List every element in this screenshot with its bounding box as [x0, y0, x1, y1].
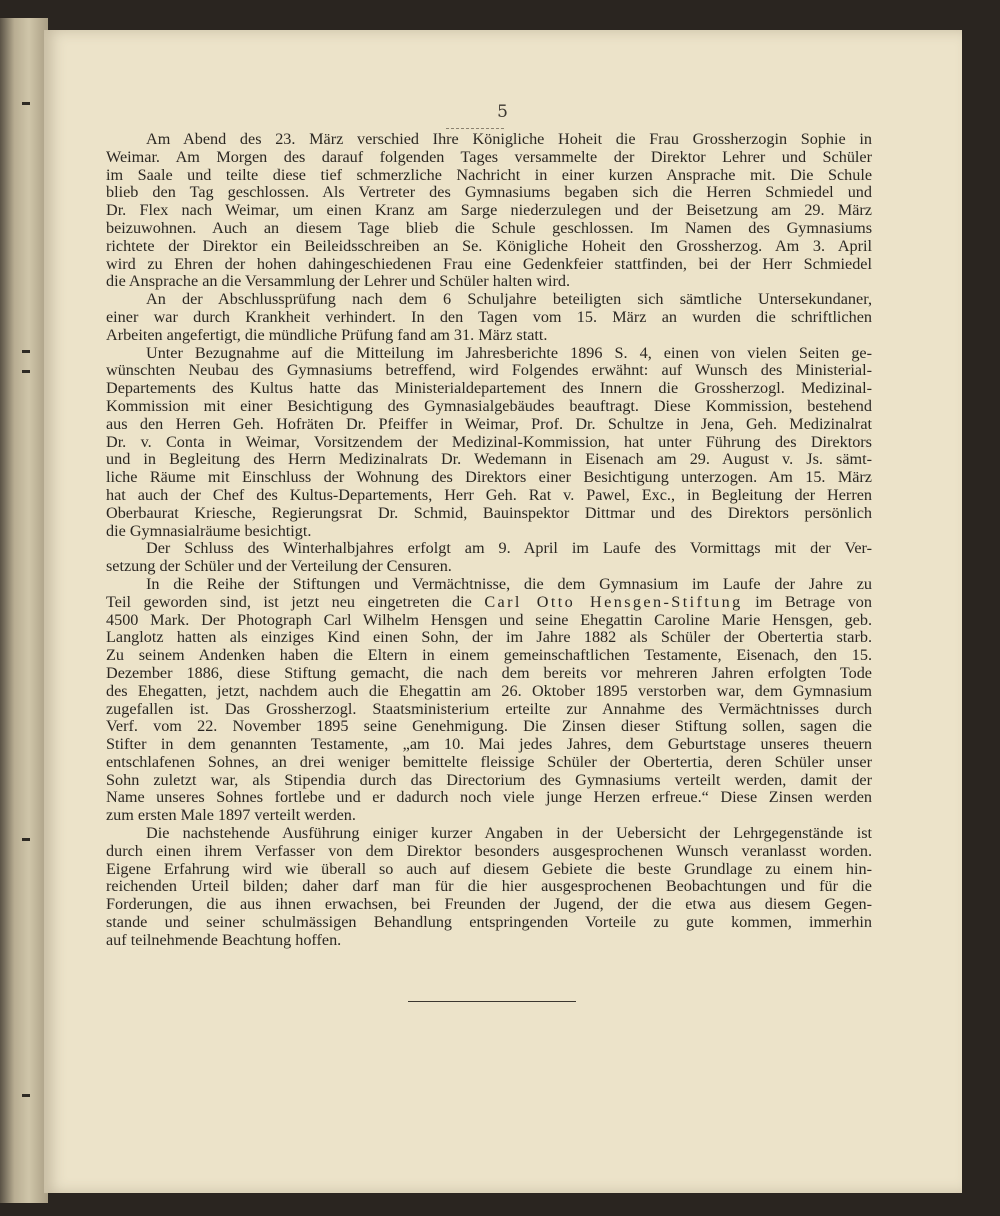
edge-mark: [22, 370, 30, 373]
paragraph: [106, 131, 872, 291]
text-segment: Teil geworden sind, ist jetzt neu eingetreten die: [106, 593, 485, 611]
text-line: Dezember 1886, diese Stiftung gemacht, die nach dem bereits vor mehreren Jahren erfolgten Tode: [106, 664, 872, 682]
text-line: Dr. Flex nach Weimar, um einen Kranz am Sarge niederzulegen und der Beisetzung am 29. März: [106, 202, 872, 220]
text-line: richtete der Direktor ein Beileidsschreiben an Se. Königliche Hoheit den Grossherzog. Am 3. April: [106, 237, 872, 255]
text-line: durch einen ihrem Verfasser von dem Direktor besonders ausgesprochenen Wunsch veranlasst worden.: [106, 842, 872, 860]
edge-mark: [22, 838, 30, 841]
text-line: blieb den Tag geschlossen. Als Vertreter des Gymnasiums begaben sich die Herren Schmiedel und: [106, 184, 872, 202]
text-line: wird zu Ehren der hohen dahingeschiedenen Frau eine Gedenkfeier stattfinden, bei der Herr Schmiedel: [106, 255, 872, 273]
text-line: Verf. vom 22. November 1895 seine Genehmigung. Die Zinsen dieser Stiftung sollen, sagen die: [106, 718, 872, 736]
text-line: aus den Herren Geh. Hofräten Dr. Pfeiffer in Weimar, Prof. Dr. Schultze in Jena, Geh. Medizinalrat: [106, 415, 872, 433]
text-line: Dr. v. Conta in Weimar, Vorsitzendem der Medizinal-Kommission, hat unter Führung des Direktors: [106, 433, 872, 451]
text-line: Sohn zuletzt war, als Stipendia durch das Directorium des Gymnasiums verteilt werden, damit der: [106, 771, 872, 789]
text-line: zum ersten Male 1897 verteilt werden.: [106, 807, 356, 825]
document-page: [44, 30, 962, 1193]
text-line: Forderungen, die aus ihnen erwachsen, bei Freunden der Jugend, der die etwa aus diesem Gegen-: [106, 896, 872, 914]
text-line: Unter Bezugnahme auf die Mitteilung im Jahresberichte 1896 S. 4, einen von vielen Seiten ge-: [146, 344, 872, 362]
edge-mark: [22, 1094, 30, 1097]
text-line: entschlafenen Sohnes, an drei weniger bemittelte fleissige Schüler der Obertertia, deren Schüler unser: [106, 753, 872, 771]
paragraph: [106, 576, 872, 825]
text-line: zugefallen ist. Das Grossherzogl. Staatsministerium erteilte zur Annahme des Vermächtnisses durch: [106, 700, 872, 718]
text-line: Arbeiten angefertigt, die mündliche Prüfung fand am 31. März statt.: [106, 326, 548, 344]
paragraph: [106, 825, 872, 950]
text-line: die Ansprache an die Versammlung der Lehrer und Schüler halten wird.: [106, 273, 571, 291]
edge-mark: [22, 350, 30, 353]
end-rule: [408, 1001, 576, 1002]
text-line: Weimar. Am Morgen des darauf folgenden Tages versammelte der Direktor Lehrer und Schüler: [106, 148, 872, 166]
text-line: die Gymnasialräume besichtigt.: [106, 522, 312, 540]
text-line: Zu seinem Andenken haben die Eltern in einem gemeinschaftlichen Testamente, Eisenach, den 15.: [106, 647, 872, 665]
book-page-edge: [0, 18, 48, 1203]
page-number-ornament: [446, 126, 504, 129]
text-line: Der Schluss des Winterhalbjahres erfolgt am 9. April im Laufe des Vormittags mit der Ver-: [146, 540, 872, 558]
text-line: Die nachstehende Ausführung einiger kurzer Angaben in der Uebersicht der Lehrgegenstände ist: [146, 825, 872, 843]
text-line: An der Abschlussprüfung nach dem 6 Schuljahre beteiligten sich sämtliche Untersekundaner,: [146, 291, 872, 309]
text-line: wünschten Neubau des Gymnasiums betreffend, wird Folgendes erwähnt: auf Wunsch des Ministerial-: [106, 362, 872, 380]
foundation-name: Carl Otto Hensgen-Stiftung: [484, 593, 743, 611]
text-line: einer war durch Krankheit verhindert. In den Tagen vom 15. März an wurden die schriftlichen: [106, 308, 872, 326]
text-line: im Saale und teilte diese tief schmerzliche Nachricht in einer kurzen Ansprache mit. Die Schule: [106, 166, 872, 184]
page-number: 5: [497, 102, 509, 122]
text-line: auf teilnehmende Beachtung hoffen.: [106, 931, 342, 949]
text-line: setzung der Schüler und der Verteilung der Censuren.: [106, 558, 452, 576]
text-segment: im Betrage von: [742, 593, 872, 611]
edge-mark: [22, 102, 30, 105]
text-line: Langlotz hatten als einziges Kind einen Sohn, der im Jahre 1882 als Schüler der Obertertia starb.: [106, 629, 872, 647]
text-line: Departements des Kultus hatte das Ministerialdepartement des Innern die Grossherzogl. Medizinal-: [106, 380, 872, 398]
text-line: des Ehegatten, jetzt, nachdem auch die Ehegattin am 26. Oktober 1895 verstorben war, dem Gymnasium: [106, 682, 872, 700]
text-line: Kommission mit einer Besichtigung des Gymnasialgebäudes beauftragt. Diese Kommission, bestehend: [106, 397, 872, 415]
text-line: hat auch der Chef des Kultus-Departements, Herr Geh. Rat v. Pawel, Exc., in Begleitung der Herren: [106, 486, 872, 504]
text-line: In die Reihe der Stiftungen und Vermächtnisse, die dem Gymnasium im Laufe der Jahre zu: [146, 575, 872, 593]
text-line: Oberbaurat Kriesche, Regierungsrat Dr. Schmid, Bauinspektor Dittmar und des Direktors persönlich: [106, 504, 872, 522]
text-line: reichenden Urteil bilden; daher darf man für die hier ausgesprochenen Beobachtungen und für die: [106, 878, 872, 896]
text-line: stande und seiner schulmässigen Behandlung entspringenden Vorteile zu gute kommen, immerhin: [106, 914, 872, 932]
text-line: beizuwohnen. Auch an diesem Tage blieb die Schule geschlossen. Im Namen des Gymnasiums: [106, 219, 872, 237]
text-line: liche Räume mit Einschluss der Wohnung des Direktors einer Besichtigung unterzogen. Am 15. März: [106, 469, 872, 487]
text-line: Stifter in dem genannten Testamente, „am 10. Mai jedes Jahres, dem Geburtstage unseres theuern: [106, 736, 872, 754]
body-text: [106, 131, 872, 950]
text-line: Am Abend des 23. März verschied Ihre Königliche Hoheit die Frau Grossherzogin Sophie in: [146, 131, 872, 148]
text-line: und in Begleitung des Herrn Medizinalrats Dr. Wedemann in Eisenach am 29. August v. Js. sämt-: [106, 451, 872, 469]
paragraph: [106, 345, 872, 541]
text-line: Name unseres Sohnes fortlebe und er dadurch noch viele junge Herzen erfreue.“ Diese Zinsen werden: [106, 789, 872, 807]
text-line: [106, 594, 872, 612]
text-line: 4500 Mark. Der Photograph Carl Wilhelm Hensgen und seine Ehegattin Caroline Marie Hensgen, geb.: [106, 611, 872, 629]
paragraph: [106, 540, 872, 576]
paragraph: [106, 291, 872, 344]
text-line: Eigene Erfahrung wird wie überall so auch auf diesem Gebiete die beste Grundlage zu einem hin-: [106, 860, 872, 878]
